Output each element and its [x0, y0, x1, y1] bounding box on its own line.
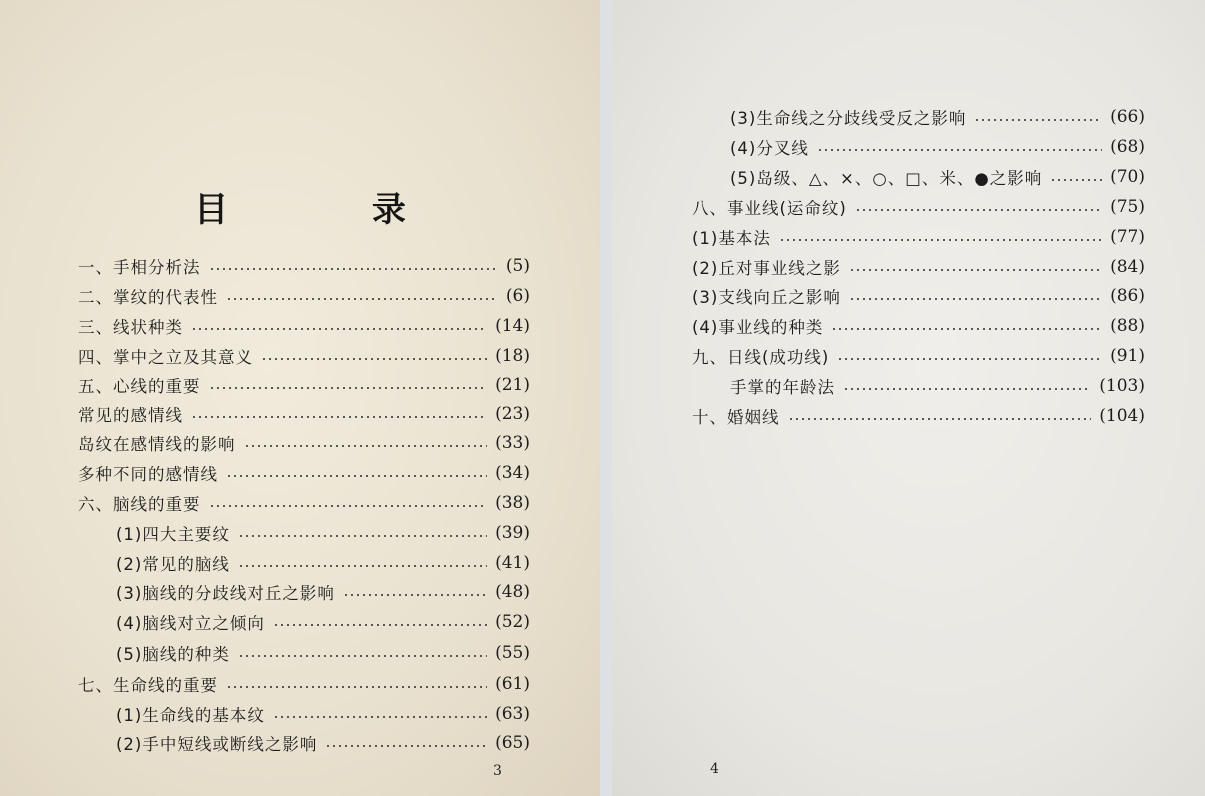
toc-entry-page: (68) — [1110, 137, 1145, 157]
toc-entry-page: (48) — [495, 582, 530, 602]
toc-entry-page: (61) — [495, 674, 530, 694]
toc-entry-label: (3)脑线的分歧线对丘之影响 — [116, 584, 335, 603]
toc-entry — [730, 371, 1145, 401]
toc-entry — [78, 341, 530, 371]
toc-leader-dots — [273, 624, 487, 626]
toc-leader-dots — [849, 298, 1102, 300]
toc-entry — [78, 669, 530, 699]
toc-entry-page: (66) — [1110, 107, 1145, 127]
toc-entry — [730, 162, 1145, 192]
toc-entry-page: (91) — [1110, 346, 1145, 366]
toc-leader-dots — [209, 505, 488, 507]
toc-entry — [78, 458, 530, 488]
toc-entry-page: (33) — [495, 433, 530, 453]
toc-leader-dots — [855, 209, 1102, 211]
toc-entry — [692, 192, 1145, 222]
toc-leader-dots — [238, 565, 487, 567]
toc-entry — [692, 222, 1145, 252]
toc-entry — [78, 311, 530, 341]
toc-entry — [116, 577, 530, 607]
toc-leader-dots — [226, 686, 487, 688]
toc-entry-page: (52) — [495, 612, 530, 632]
toc-entry-page: (70) — [1110, 167, 1145, 187]
toc-entry — [730, 102, 1145, 132]
toc-entry-label: (3)支线向丘之影响 — [692, 288, 841, 307]
right-page — [612, 0, 1205, 796]
page-number: 4 — [710, 761, 719, 777]
toc-entry — [116, 607, 530, 637]
toc-entry-page: (6) — [505, 286, 530, 306]
toc-entry-label: 四、掌中之立及其意义 — [78, 348, 253, 367]
page-title: 目 录 — [194, 190, 472, 230]
toc-leader-dots — [325, 745, 487, 747]
toc-leader-dots — [779, 239, 1102, 241]
toc-leader-dots — [817, 149, 1102, 151]
toc-entry-label: (2)手中短线或断线之影响 — [116, 735, 318, 754]
toc-entry — [116, 548, 530, 578]
toc-entry — [730, 132, 1145, 162]
toc-entry-label: (1)生命线的基本纹 — [116, 706, 265, 725]
toc-entry-page: (84) — [1110, 257, 1145, 277]
toc-leader-dots — [209, 387, 488, 389]
toc-entry-page: (34) — [495, 463, 530, 483]
toc-entry — [78, 399, 530, 429]
toc-leader-dots — [837, 358, 1102, 360]
toc-entry-label: (4)脑线对立之倾向 — [116, 614, 265, 633]
toc-entry — [692, 311, 1145, 341]
toc-entry-label: 七、生命线的重要 — [78, 676, 218, 695]
toc-entry-label: 三、线状种类 — [78, 318, 183, 337]
toc-entry-label: 五、心线的重要 — [78, 377, 201, 396]
toc-leader-dots — [849, 269, 1102, 271]
toc-entry — [692, 252, 1145, 282]
toc-entry-page: (5) — [505, 256, 530, 276]
toc-entry — [78, 488, 530, 518]
toc-entry-label: (5)岛级、△、×、○、□、米、●之影响 — [730, 169, 1043, 188]
toc-entry-label: 九、日线(成功线) — [692, 348, 830, 367]
toc-entry-label: 八、事业线(运命纹) — [692, 199, 847, 218]
toc-entry-label: 多种不同的感情线 — [78, 465, 218, 484]
toc-entry-page: (86) — [1110, 286, 1145, 306]
toc-entry — [116, 518, 530, 548]
toc-entry-page: (18) — [495, 346, 530, 366]
toc-leader-dots — [788, 418, 1092, 420]
toc-entry-label: 二、掌纹的代表性 — [78, 288, 218, 307]
toc-leader-dots — [238, 535, 487, 537]
toc-entry-page: (63) — [495, 704, 530, 724]
toc-leader-dots — [974, 119, 1102, 121]
toc-entry-label: (2)常见的脑线 — [116, 555, 230, 574]
toc-leader-dots — [226, 298, 498, 300]
toc-entry-page: (21) — [495, 375, 530, 395]
toc-entry-label: 岛纹在感情线的影响 — [78, 435, 236, 454]
toc-entry — [692, 341, 1145, 371]
toc-entry-label: (5)脑线的种类 — [116, 645, 230, 664]
toc-entry-label: (4)分叉线 — [730, 139, 809, 158]
toc-leader-dots — [209, 268, 498, 270]
toc-entry-page: (104) — [1099, 406, 1145, 426]
toc-entry-label: (1)基本法 — [692, 229, 771, 248]
toc-leader-dots — [226, 475, 487, 477]
toc-entry — [116, 728, 530, 758]
toc-entry — [78, 281, 530, 311]
toc-entry — [78, 428, 530, 458]
toc-leader-dots — [273, 716, 487, 718]
toc-entry-page: (38) — [495, 493, 530, 513]
toc-entry — [116, 638, 530, 668]
toc-entry-label: 六、脑线的重要 — [78, 495, 201, 514]
page-number: 3 — [493, 763, 502, 779]
toc-leader-dots — [238, 655, 487, 657]
toc-entry — [116, 699, 530, 729]
toc-entry-page: (23) — [495, 404, 530, 424]
toc-entry-page: (41) — [495, 553, 530, 573]
toc-leader-dots — [191, 416, 487, 418]
toc-entry-page: (77) — [1110, 227, 1145, 247]
toc-entry — [78, 370, 530, 400]
toc-entry — [692, 401, 1145, 431]
toc-entry-page: (39) — [495, 523, 530, 543]
toc-entry-label: (4)事业线的种类 — [692, 318, 824, 337]
toc-leader-dots — [831, 328, 1102, 330]
toc-leader-dots — [1050, 179, 1102, 181]
toc-entry-page: (65) — [495, 733, 530, 753]
toc-leader-dots — [191, 328, 487, 330]
toc-entry-label: 常见的感情线 — [78, 406, 183, 425]
toc-leader-dots — [343, 594, 487, 596]
toc-entry — [692, 281, 1145, 311]
toc-entry-page: (103) — [1099, 376, 1145, 396]
toc-entry-label: (2)丘对事业线之影 — [692, 259, 841, 278]
toc-leader-dots — [843, 388, 1091, 390]
toc-entry-label: (1)四大主要纹 — [116, 525, 230, 544]
toc-entry-page: (55) — [495, 643, 530, 663]
toc-leader-dots — [244, 445, 488, 447]
toc-entry-label: (3)生命线之分歧线受反之影响 — [730, 109, 967, 128]
toc-entry-label: 手掌的年龄法 — [730, 378, 835, 397]
toc-entry-page: (14) — [495, 316, 530, 336]
toc-leader-dots — [261, 358, 487, 360]
toc-entry-page: (75) — [1110, 197, 1145, 217]
left-page — [0, 0, 600, 796]
toc-entry-label: 一、手相分析法 — [78, 258, 201, 277]
toc-entry — [78, 251, 530, 281]
toc-entry-page: (88) — [1110, 316, 1145, 336]
toc-entry-label: 十、婚姻线 — [692, 408, 780, 427]
